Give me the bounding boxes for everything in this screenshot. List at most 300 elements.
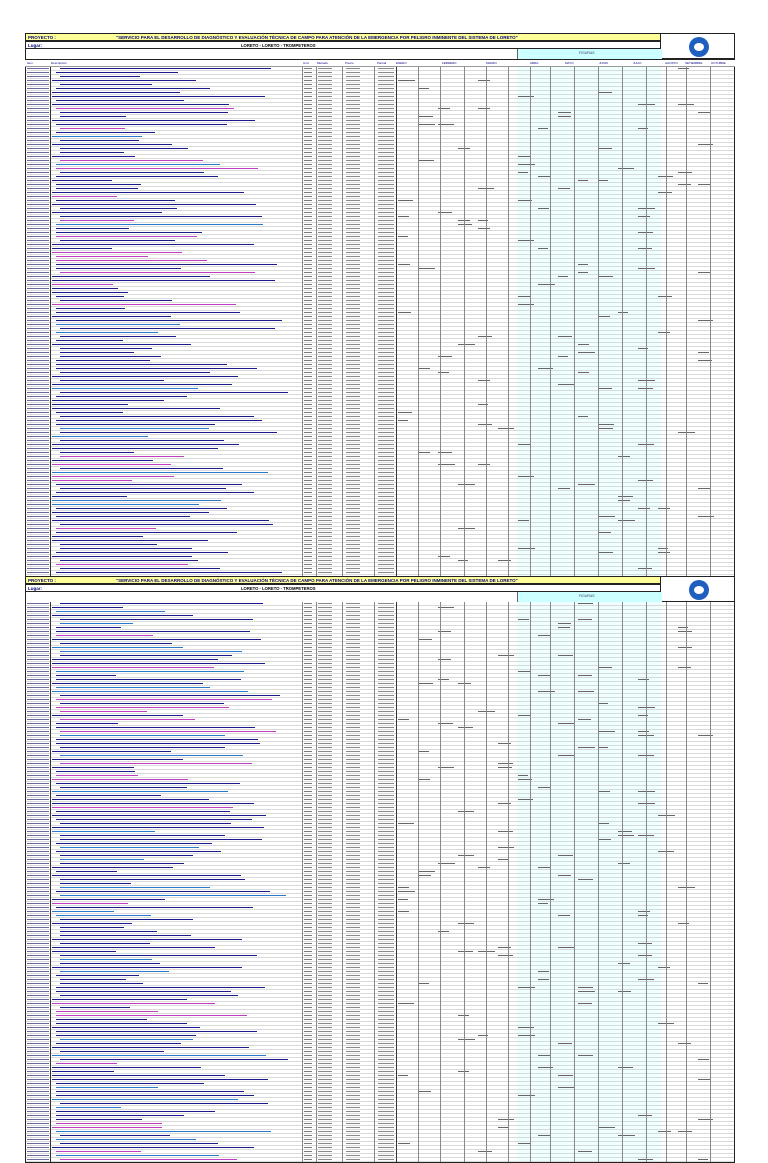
row-figure	[346, 987, 360, 988]
month-figure	[558, 276, 568, 277]
column-divider	[464, 602, 465, 1162]
row-item-code	[27, 779, 49, 780]
row-figure	[378, 516, 394, 517]
row-item-code	[27, 1123, 49, 1124]
month-figure	[538, 128, 548, 129]
row-figure	[304, 372, 312, 373]
col-month-8: AGOSTO	[665, 61, 678, 65]
row-figure	[346, 783, 360, 784]
row-figure	[378, 1151, 394, 1152]
month-figure	[418, 268, 435, 269]
row-figure	[346, 400, 360, 401]
row-item-code	[27, 132, 49, 133]
row-figure	[318, 919, 332, 920]
row-figure	[346, 424, 360, 425]
row-description	[56, 1011, 158, 1012]
row-figure	[304, 132, 312, 133]
row-description	[52, 144, 172, 145]
row-figure	[304, 124, 312, 125]
row-description	[52, 80, 196, 81]
row-description	[52, 192, 244, 193]
row-item-code	[27, 611, 49, 612]
row-figure	[378, 564, 394, 565]
row-figure	[304, 891, 312, 892]
row-figure	[318, 655, 332, 656]
month-figure	[578, 272, 588, 273]
month-figure	[678, 1131, 692, 1132]
row-description	[52, 815, 266, 816]
row-figure	[304, 775, 312, 776]
row-figure	[304, 500, 312, 501]
row-figure	[304, 224, 312, 225]
row-figure	[346, 500, 360, 501]
row-figure	[318, 68, 332, 69]
row-figure	[304, 1019, 312, 1020]
row-figure	[318, 667, 332, 668]
row-item-code	[27, 1151, 49, 1152]
col-qty: Metrado	[317, 61, 329, 65]
row-figure	[318, 743, 332, 744]
month-figure	[498, 859, 508, 860]
row-figure	[304, 663, 312, 664]
row-figure	[318, 248, 332, 249]
row-figure	[346, 803, 360, 804]
row-figure	[346, 260, 360, 261]
row-figure	[346, 991, 360, 992]
row-figure	[378, 296, 394, 297]
month-figure	[578, 691, 594, 692]
row-figure	[304, 1055, 312, 1056]
row-item-code	[27, 699, 49, 700]
row-figure	[318, 176, 332, 177]
row-figure	[318, 364, 332, 365]
row-description	[56, 364, 227, 365]
row-figure	[304, 520, 312, 521]
row-figure	[318, 719, 332, 720]
row-figure	[318, 879, 332, 880]
row-item-code	[27, 308, 49, 309]
month-figure	[418, 1091, 431, 1092]
row-item-code	[27, 356, 49, 357]
row-description	[56, 1095, 254, 1096]
row-item-code	[27, 124, 49, 125]
row-item-code	[27, 771, 49, 772]
row-figure	[304, 679, 312, 680]
row-item-code	[27, 823, 49, 824]
row-description	[56, 1107, 121, 1108]
row-figure	[304, 196, 312, 197]
row-figure	[378, 863, 394, 864]
row-item-code	[27, 1039, 49, 1040]
row-item-code	[27, 827, 49, 828]
row-figure	[346, 647, 360, 648]
row-figure	[304, 903, 312, 904]
row-figure	[304, 1063, 312, 1064]
project-header	[25, 576, 735, 584]
row-figure	[318, 883, 332, 884]
row-figure	[378, 803, 394, 804]
row-figure	[318, 568, 332, 569]
row-figure	[304, 867, 312, 868]
row-figure	[346, 855, 360, 856]
row-figure	[304, 240, 312, 241]
row-description	[52, 639, 261, 640]
row-item-code	[27, 304, 49, 305]
row-figure	[318, 1099, 332, 1100]
row-figure	[304, 739, 312, 740]
row-figure	[304, 340, 312, 341]
row-figure	[378, 504, 394, 505]
row-item-code	[27, 452, 49, 453]
row-item-code	[27, 1059, 49, 1060]
row-figure	[346, 180, 360, 181]
month-figure	[398, 911, 409, 912]
row-figure	[378, 983, 394, 984]
row-figure	[304, 939, 312, 940]
row-item-code	[27, 488, 49, 489]
month-figure	[558, 855, 573, 856]
row-description	[60, 356, 161, 357]
month-figure	[398, 200, 413, 201]
row-item-code	[27, 1079, 49, 1080]
row-figure	[318, 639, 332, 640]
row-figure	[378, 372, 394, 373]
row-figure	[346, 955, 360, 956]
row-figure	[378, 871, 394, 872]
row-figure	[318, 448, 332, 449]
row-figure	[346, 320, 360, 321]
row-figure	[378, 100, 394, 101]
row-figure	[378, 200, 394, 201]
row-figure	[346, 152, 360, 153]
column-divider	[440, 602, 441, 1162]
row-description	[56, 420, 262, 421]
row-figure	[378, 172, 394, 173]
row-description	[52, 556, 192, 557]
col-month-5: MAYO	[565, 61, 574, 65]
row-description	[56, 851, 221, 852]
row-figure	[378, 536, 394, 537]
row-description	[56, 232, 202, 233]
row-figure	[318, 787, 332, 788]
location-header	[25, 41, 735, 49]
month-figure	[398, 236, 408, 237]
month-figure	[538, 691, 555, 692]
month-figure	[498, 1119, 514, 1120]
row-description	[60, 883, 131, 884]
row-item-code	[27, 939, 49, 940]
row-figure	[346, 939, 360, 940]
row-figure	[346, 907, 360, 908]
row-figure	[378, 687, 394, 688]
row-figure	[346, 639, 360, 640]
row-description	[56, 627, 121, 628]
month-figure	[578, 719, 591, 720]
row-figure	[318, 228, 332, 229]
row-figure	[346, 707, 360, 708]
row-description	[52, 939, 242, 940]
row-figure	[346, 879, 360, 880]
row-description	[52, 408, 220, 409]
row-figure	[318, 1151, 332, 1152]
row-figure	[346, 659, 360, 660]
row-description	[60, 1051, 164, 1052]
row-description	[56, 412, 123, 413]
row-figure	[304, 811, 312, 812]
row-figure	[346, 80, 360, 81]
row-item-code	[27, 508, 49, 509]
row-figure	[318, 663, 332, 664]
row-description	[52, 448, 218, 449]
row-description	[56, 991, 231, 992]
row-figure	[318, 156, 332, 157]
row-figure	[378, 695, 394, 696]
row-figure	[318, 88, 332, 89]
row-item-code	[27, 1011, 49, 1012]
row-figure	[304, 488, 312, 489]
row-figure	[346, 655, 360, 656]
row-figure	[318, 627, 332, 628]
row-description	[60, 160, 203, 161]
row-figure	[378, 80, 394, 81]
row-description	[52, 1055, 266, 1056]
row-item-code	[27, 444, 49, 445]
row-item-code	[27, 1107, 49, 1108]
row-figure	[378, 1159, 394, 1160]
row-figure	[346, 967, 360, 968]
row-figure	[318, 172, 332, 173]
row-figure	[318, 204, 332, 205]
row-figure	[304, 1035, 312, 1036]
row-figure	[318, 791, 332, 792]
row-item-code	[27, 432, 49, 433]
row-description	[60, 148, 188, 149]
month-figure	[638, 508, 650, 509]
month-figure	[698, 516, 714, 517]
row-figure	[378, 1067, 394, 1068]
row-figure	[304, 412, 312, 413]
row-figure	[378, 340, 394, 341]
row-description	[56, 771, 135, 772]
row-figure	[378, 404, 394, 405]
row-item-code	[27, 492, 49, 493]
row-figure	[318, 476, 332, 477]
row-figure	[378, 843, 394, 844]
row-figure	[304, 160, 312, 161]
row-figure	[304, 763, 312, 764]
row-figure	[346, 1083, 360, 1084]
row-figure	[304, 935, 312, 936]
row-description	[60, 695, 280, 696]
month-figure	[598, 428, 613, 429]
row-figure	[378, 987, 394, 988]
row-item-code	[27, 1147, 49, 1148]
month-figure	[518, 775, 528, 776]
month-figure	[398, 823, 414, 824]
row-figure	[304, 675, 312, 676]
row-figure	[346, 196, 360, 197]
row-figure	[318, 460, 332, 461]
month-figure	[498, 560, 511, 561]
row-description	[52, 615, 193, 616]
row-figure	[318, 1135, 332, 1136]
month-figure	[398, 891, 415, 892]
month-figure	[598, 516, 615, 517]
row-figure	[346, 128, 360, 129]
month-figure	[618, 1135, 635, 1136]
row-figure	[318, 148, 332, 149]
month-figure	[618, 991, 631, 992]
row-figure	[304, 344, 312, 345]
row-description	[52, 951, 116, 952]
month-figure	[538, 903, 548, 904]
location-header	[25, 584, 735, 592]
row-figure	[346, 384, 360, 385]
row-figure	[318, 823, 332, 824]
row-description	[52, 344, 191, 345]
row-figure	[318, 160, 332, 161]
row-description	[52, 827, 264, 828]
row-figure	[318, 943, 332, 944]
row-description	[56, 635, 153, 636]
row-figure	[318, 232, 332, 233]
row-figure	[346, 835, 360, 836]
month-figure	[678, 631, 692, 632]
row-figure	[346, 428, 360, 429]
row-figure	[304, 991, 312, 992]
row-figure	[318, 607, 332, 608]
row-item-code	[27, 264, 49, 265]
row-item-code	[27, 248, 49, 249]
row-item-code	[27, 176, 49, 177]
row-item-code	[27, 116, 49, 117]
row-item-code	[27, 340, 49, 341]
row-figure	[346, 727, 360, 728]
row-item-code	[27, 959, 49, 960]
row-figure	[304, 228, 312, 229]
row-description	[60, 703, 224, 704]
row-item-code	[27, 156, 49, 157]
row-figure	[318, 923, 332, 924]
row-figure	[304, 1099, 312, 1100]
row-figure	[346, 763, 360, 764]
month-figure	[538, 284, 555, 285]
row-figure	[346, 248, 360, 249]
month-figure	[418, 368, 430, 369]
row-figure	[304, 336, 312, 337]
row-figure	[318, 384, 332, 385]
row-figure	[378, 691, 394, 692]
row-figure	[346, 1147, 360, 1148]
row-figure	[378, 887, 394, 888]
row-figure	[346, 552, 360, 553]
row-item-code	[27, 927, 49, 928]
row-figure	[318, 392, 332, 393]
row-figure	[346, 112, 360, 113]
row-item-code	[27, 152, 49, 153]
row-figure	[346, 695, 360, 696]
row-item-code	[27, 935, 49, 936]
row-description	[52, 280, 275, 281]
row-item-code	[27, 663, 49, 664]
location-label: Lugar:	[28, 586, 42, 591]
row-figure	[346, 356, 360, 357]
row-figure	[378, 971, 394, 972]
row-figure	[304, 108, 312, 109]
row-description	[52, 196, 117, 197]
month-figure	[598, 839, 611, 840]
row-figure	[378, 671, 394, 672]
row-description	[52, 156, 135, 157]
row-description	[56, 611, 165, 612]
row-item-code	[27, 564, 49, 565]
row-figure	[304, 272, 312, 273]
month-figure	[538, 248, 548, 249]
row-figure	[318, 280, 332, 281]
row-item-code	[27, 783, 49, 784]
row-description	[56, 72, 178, 73]
row-figure	[318, 140, 332, 141]
row-figure	[318, 807, 332, 808]
row-figure	[318, 308, 332, 309]
row-description	[52, 248, 112, 249]
row-description	[56, 775, 138, 776]
row-description	[60, 452, 134, 453]
row-figure	[378, 1143, 394, 1144]
row-item-code	[27, 767, 49, 768]
row-figure	[378, 859, 394, 860]
row-figure	[304, 915, 312, 916]
row-figure	[304, 1015, 312, 1016]
row-item-code	[27, 224, 49, 225]
row-figure	[378, 943, 394, 944]
row-description	[52, 252, 182, 253]
column-divider	[342, 602, 343, 1162]
month-figure	[458, 1039, 475, 1040]
row-figure	[318, 1079, 332, 1080]
row-figure	[304, 264, 312, 265]
row-item-code	[27, 80, 49, 81]
row-item-code	[27, 360, 49, 361]
row-figure	[378, 76, 394, 77]
row-item-code	[27, 468, 49, 469]
row-figure	[346, 743, 360, 744]
column-divider	[530, 602, 531, 1162]
row-item-code	[27, 300, 49, 301]
row-figure	[304, 1071, 312, 1072]
row-figure	[378, 128, 394, 129]
row-figure	[378, 1051, 394, 1052]
row-figure	[304, 983, 312, 984]
month-figure	[498, 655, 514, 656]
row-description	[56, 268, 181, 269]
month-figure	[498, 803, 511, 804]
row-figure	[378, 176, 394, 177]
column-header-row	[25, 59, 735, 67]
row-figure	[346, 899, 360, 900]
row-description	[56, 168, 258, 169]
row-description	[60, 763, 252, 764]
row-figure	[318, 863, 332, 864]
row-figure	[304, 560, 312, 561]
row-description	[52, 663, 265, 664]
row-item-code	[27, 472, 49, 473]
row-figure	[378, 947, 394, 948]
row-figure	[346, 1127, 360, 1128]
month-figure	[538, 867, 550, 868]
row-item-code	[27, 887, 49, 888]
row-figure	[346, 520, 360, 521]
